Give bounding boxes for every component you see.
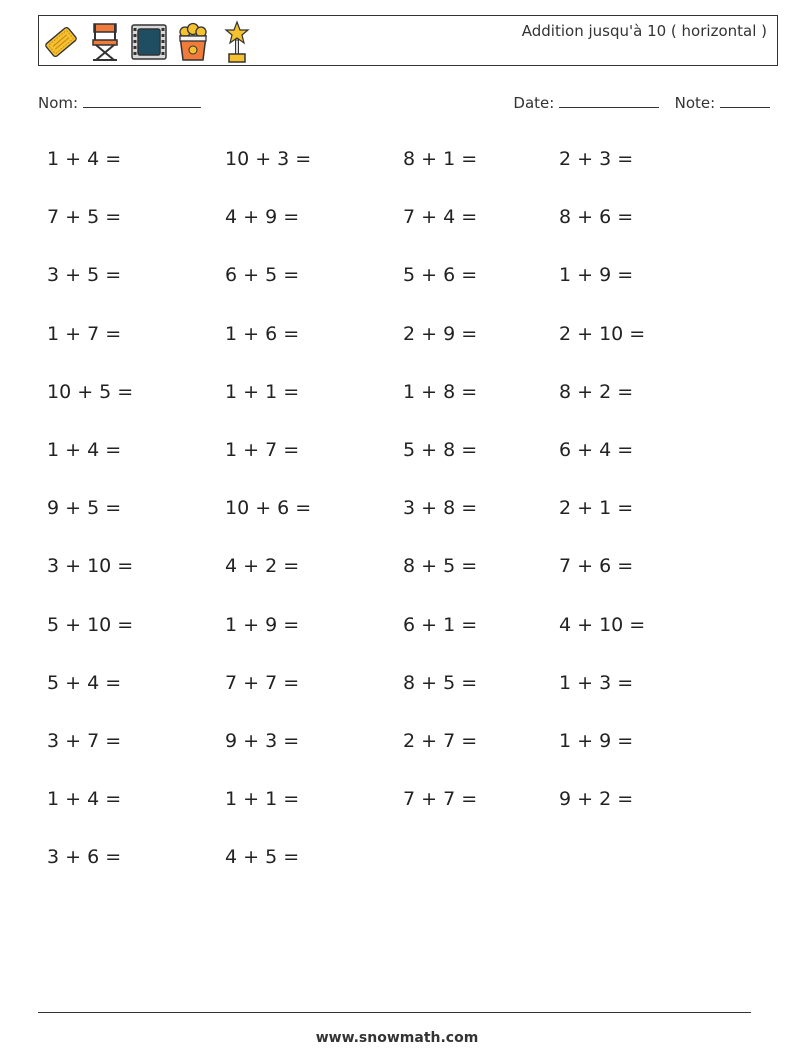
problem-item: 4 + 10 = [559, 614, 646, 636]
date-blank [559, 93, 659, 108]
problem-item: 8 + 5 = [403, 555, 478, 577]
problem-item: 1 + 6 = [225, 323, 300, 345]
problem-item: 4 + 2 = [225, 555, 300, 577]
problem-item: 1 + 9 = [559, 264, 634, 286]
problem-item: 10 + 5 = [47, 381, 134, 403]
problem-item: 3 + 7 = [47, 730, 122, 752]
problem-item: 1 + 4 = [47, 788, 122, 810]
problem-item: 3 + 5 = [47, 264, 122, 286]
problem-item: 5 + 4 = [47, 672, 122, 694]
problem-item: 6 + 1 = [403, 614, 478, 636]
problem-item: 8 + 1 = [403, 148, 478, 170]
problem-item: 8 + 5 = [403, 672, 478, 694]
problem-item: 1 + 1 = [225, 788, 300, 810]
problem-item: 7 + 7 = [403, 788, 478, 810]
problem-item: 10 + 6 = [225, 497, 312, 519]
problem-item: 5 + 6 = [403, 264, 478, 286]
problem-item: 7 + 4 = [403, 206, 478, 228]
problem-item: 4 + 9 = [225, 206, 300, 228]
problem-item: 1 + 3 = [559, 672, 634, 694]
name-label: Nom: [38, 94, 79, 112]
problem-item: 2 + 10 = [559, 323, 646, 345]
date-label: Date: [513, 94, 555, 112]
score-label: Note: [674, 94, 716, 112]
name-blank [83, 93, 201, 108]
problem-item: 4 + 5 = [225, 846, 300, 868]
footer-website: www.snowmath.com [315, 1030, 479, 1046]
problem-item: 3 + 8 = [403, 497, 478, 519]
problem-item: 9 + 5 = [47, 497, 122, 519]
problem-item: 3 + 10 = [47, 555, 134, 577]
problem-item: 1 + 9 = [225, 614, 300, 636]
problem-item: 9 + 2 = [559, 788, 634, 810]
problem-item: 6 + 4 = [559, 439, 634, 461]
problem-item: 1 + 8 = [403, 381, 478, 403]
worksheet-header [38, 15, 778, 66]
problem-item: 1 + 7 = [47, 323, 122, 345]
cinema-ticket-icon [43, 20, 79, 64]
footer-divider [38, 1012, 751, 1013]
worksheet-title: Addition jusqu'à 10 ( horizontal ) [521, 22, 767, 40]
problem-item: 3 + 6 = [47, 846, 122, 868]
problem-item: 7 + 5 = [47, 206, 122, 228]
problem-item: 5 + 8 = [403, 439, 478, 461]
problem-item: 1 + 1 = [225, 381, 300, 403]
film-frame-icon [131, 20, 167, 64]
problem-item: 9 + 3 = [225, 730, 300, 752]
problem-item: 2 + 9 = [403, 323, 478, 345]
problem-item: 1 + 4 = [47, 439, 122, 461]
header-icons [43, 20, 263, 64]
popcorn-icon [175, 20, 211, 64]
problem-item: 1 + 7 = [225, 439, 300, 461]
problem-item: 6 + 5 = [225, 264, 300, 286]
problem-item: 2 + 3 = [559, 148, 634, 170]
problem-item: 7 + 7 = [225, 672, 300, 694]
problem-item: 1 + 4 = [47, 148, 122, 170]
problem-item: 7 + 6 = [559, 555, 634, 577]
problem-item: 8 + 2 = [559, 381, 634, 403]
problem-item: 5 + 10 = [47, 614, 134, 636]
problem-item: 1 + 9 = [559, 730, 634, 752]
name-field [38, 93, 201, 112]
problem-item: 10 + 3 = [225, 148, 312, 170]
date-score-fields [513, 93, 770, 112]
problem-item: 2 + 7 = [403, 730, 478, 752]
score-blank [720, 93, 770, 108]
problem-item: 8 + 6 = [559, 206, 634, 228]
problem-item: 2 + 1 = [559, 497, 634, 519]
director-chair-icon [87, 20, 123, 64]
award-trophy-icon [219, 20, 255, 64]
